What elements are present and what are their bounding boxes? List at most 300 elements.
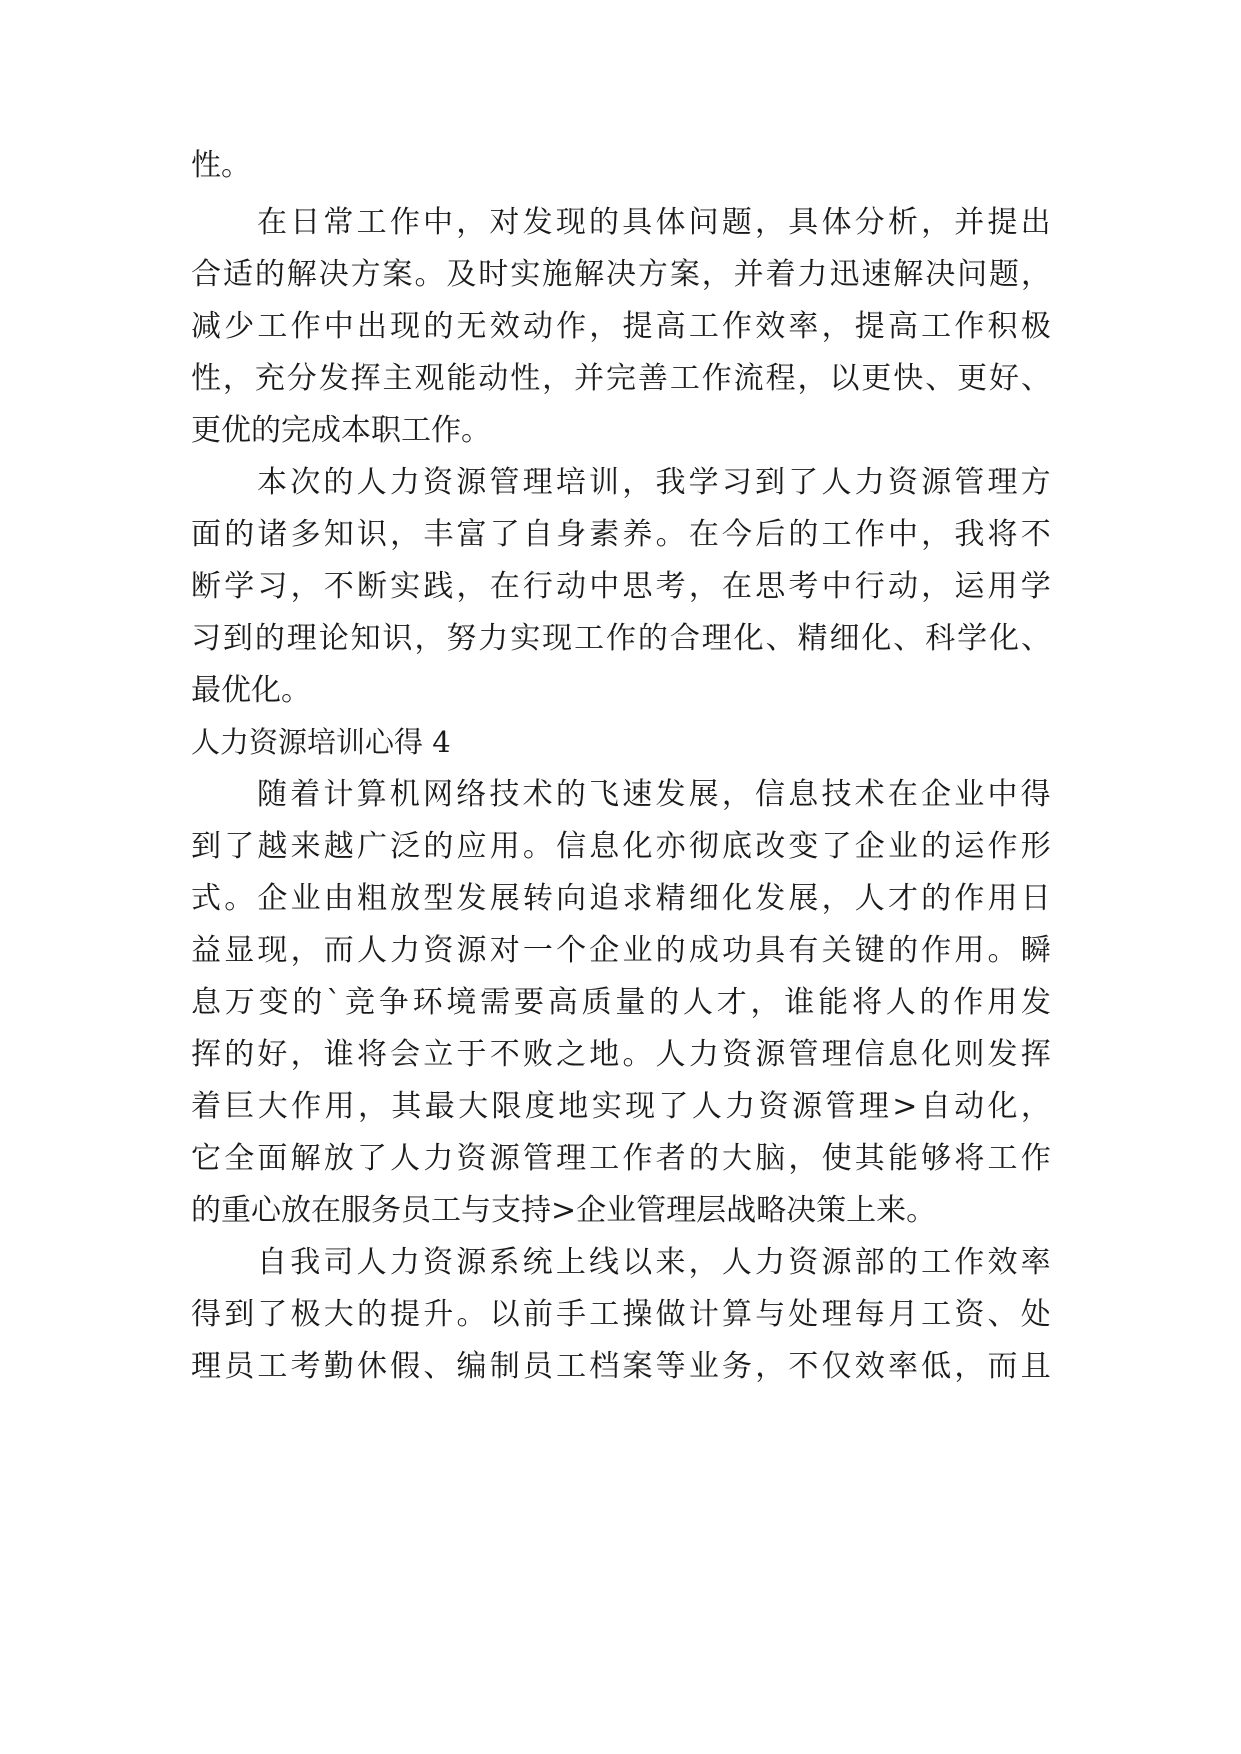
glyph: 部 — [854, 1245, 885, 1280]
glyph: 力 — [478, 621, 509, 656]
glyph: 档 — [589, 1349, 620, 1384]
glyph: 的 — [919, 985, 950, 1020]
glyph: 亦 — [655, 829, 686, 864]
glyph: 好 — [257, 1037, 288, 1072]
glyph: 才 — [716, 985, 747, 1020]
glyph: 仅 — [821, 1349, 852, 1384]
glyph: 息 — [589, 829, 620, 864]
glyph: ， — [222, 361, 253, 396]
glyph: 竞 — [344, 985, 375, 1020]
glyph: 挥 — [1020, 1037, 1051, 1072]
glyph: 术 — [522, 777, 553, 812]
glyph: 最 — [424, 1089, 455, 1124]
glyph: 理 — [556, 1141, 587, 1176]
glyph: 速 — [622, 777, 653, 812]
glyph: 线 — [589, 1245, 620, 1280]
glyph: 息 — [887, 1037, 918, 1072]
glyph: 更 — [957, 361, 988, 396]
glyph: 了 — [658, 1089, 689, 1124]
glyph: 了 — [489, 517, 520, 552]
paragraph-line — [191, 1243, 1051, 1283]
glyph: 型 — [423, 881, 454, 916]
glyph: 个 — [556, 933, 587, 968]
glyph: 业 — [688, 1349, 719, 1384]
glyph: 知 — [323, 517, 354, 552]
glyph: 习 — [191, 621, 221, 656]
glyph: 中 — [589, 569, 620, 604]
glyph: 今 — [722, 517, 752, 552]
glyph: 作 — [290, 309, 321, 344]
glyph: 充 — [254, 361, 285, 396]
paragraph-line — [191, 1295, 1051, 1335]
glyph: 了 — [356, 1141, 387, 1176]
glyph: 理 — [987, 465, 1018, 500]
glyph: 在 — [489, 569, 520, 604]
glyph: 的 — [887, 1245, 918, 1280]
glyph: 以 — [622, 1245, 653, 1280]
glyph: 着 — [290, 777, 321, 812]
glyph: 高 — [547, 985, 578, 1020]
glyph: 用 — [324, 1089, 355, 1124]
glyph: 现 — [257, 933, 288, 968]
glyph: 现 — [555, 205, 586, 240]
glyph: 人 — [356, 933, 387, 968]
glyph: ， — [721, 777, 752, 812]
paragraph-line — [191, 619, 1051, 659]
glyph: 。 — [622, 1037, 653, 1072]
glyph: 工 — [987, 1141, 1018, 1176]
glyph: 化 — [921, 1037, 952, 1072]
glyph: 科 — [925, 621, 956, 656]
glyph: 细 — [688, 881, 719, 916]
glyph: 极 — [290, 1297, 321, 1332]
glyph: 动 — [522, 309, 553, 344]
glyph: 统 — [522, 1245, 553, 1280]
glyph: 工 — [257, 309, 288, 344]
glyph: 化 — [987, 1089, 1018, 1124]
glyph: 提 — [987, 205, 1018, 240]
glyph: 化 — [733, 621, 764, 656]
glyph: 理 — [821, 1037, 852, 1072]
glyph: 升 — [423, 1297, 454, 1332]
paragraph-line: 最优化。 — [191, 673, 311, 708]
glyph: 度 — [524, 1089, 555, 1124]
glyph: 司 — [323, 1245, 354, 1280]
glyph: 运 — [954, 829, 985, 864]
glyph: 断 — [356, 569, 387, 604]
glyph: 谁 — [323, 1037, 354, 1072]
glyph: 实 — [510, 621, 541, 656]
glyph: 速 — [861, 257, 892, 292]
paragraph-line — [191, 255, 1051, 295]
glyph: 技 — [821, 777, 852, 812]
glyph: 作 — [954, 309, 985, 344]
glyph: 决 — [605, 257, 636, 292]
glyph: 越 — [257, 829, 288, 864]
glyph: 谁 — [784, 985, 815, 1020]
glyph: 努 — [446, 621, 477, 656]
glyph: 管 — [788, 1037, 819, 1072]
glyph: 现 — [625, 1089, 656, 1124]
glyph: 企 — [589, 933, 620, 968]
glyph: 案 — [382, 257, 413, 292]
glyph: 考 — [290, 1349, 321, 1384]
paragraph-line — [191, 1035, 1051, 1075]
glyph: 化 — [622, 829, 653, 864]
glyph: 减 — [191, 309, 221, 344]
glyph: 的 — [423, 309, 454, 344]
glyph: ， — [456, 569, 487, 604]
glyph: 知 — [350, 621, 381, 656]
glyph: 自 — [920, 1089, 951, 1124]
glyph: 动 — [478, 361, 509, 396]
glyph: 作 — [953, 985, 984, 1020]
glyph: 运 — [954, 569, 985, 604]
glyph: 工 — [688, 309, 719, 344]
glyph: 后 — [755, 517, 786, 552]
glyph: 成 — [688, 933, 719, 968]
glyph: 万 — [224, 985, 255, 1020]
glyph: 发 — [655, 777, 686, 812]
glyph: 巨 — [224, 1089, 255, 1124]
glyph: 多 — [290, 517, 321, 552]
glyph: 企 — [854, 829, 885, 864]
glyph: ， — [701, 257, 732, 292]
glyph: 迅 — [829, 257, 860, 292]
glyph: 勤 — [323, 1349, 354, 1384]
glyph: 的 — [323, 465, 354, 500]
glyph: 信 — [755, 777, 786, 812]
glyph: 率 — [1020, 1245, 1051, 1280]
glyph: 力 — [688, 1037, 719, 1072]
glyph: 并 — [733, 257, 764, 292]
glyph: 具 — [622, 205, 653, 240]
glyph: 业 — [954, 777, 985, 812]
glyph: 力 — [389, 1245, 420, 1280]
glyph: 思 — [755, 569, 786, 604]
glyph: 富 — [456, 517, 487, 552]
glyph: 体 — [655, 205, 686, 240]
glyph: 的 — [637, 621, 668, 656]
glyph: 作 — [1020, 1141, 1051, 1176]
glyph: 能 — [887, 1141, 918, 1176]
glyph: 显 — [224, 933, 255, 968]
glyph: 系 — [489, 1245, 520, 1280]
glyph: 人 — [885, 985, 916, 1020]
glyph: 不 — [1020, 517, 1051, 552]
glyph: 学 — [224, 569, 255, 604]
glyph: 实 — [591, 1089, 622, 1124]
glyph: 实 — [390, 569, 421, 604]
glyph: 作 — [921, 933, 952, 968]
glyph: ， — [542, 361, 573, 396]
glyph: 员 — [224, 1349, 255, 1384]
paragraph-line: 更优的完成本职工作。 — [191, 413, 491, 448]
paragraph-line — [191, 463, 1051, 503]
glyph: 了 — [224, 829, 255, 864]
glyph: 作 — [605, 621, 636, 656]
glyph: 问 — [957, 257, 988, 292]
glyph: 能 — [818, 985, 849, 1020]
glyph: 络 — [456, 777, 487, 812]
paragraph-line — [191, 827, 1051, 867]
glyph: 够 — [921, 1141, 952, 1176]
glyph: 资 — [456, 1141, 487, 1176]
glyph: 极 — [1020, 309, 1051, 344]
glyph: 到 — [224, 1297, 255, 1332]
glyph: 发 — [456, 881, 487, 916]
glyph: 。 — [414, 257, 445, 292]
glyph: 底 — [722, 829, 752, 864]
glyph: 用 — [489, 829, 520, 864]
glyph: 理 — [286, 621, 317, 656]
glyph: 及 — [446, 257, 477, 292]
glyph: 将 — [987, 517, 1018, 552]
glyph: 源 — [921, 465, 952, 500]
glyph: 适 — [222, 257, 253, 292]
glyph: 精 — [797, 621, 828, 656]
glyph: 式 — [191, 881, 221, 916]
glyph: 日 — [1020, 881, 1051, 916]
glyph: 休 — [356, 1349, 387, 1384]
glyph: 中 — [821, 569, 852, 604]
glyph: 实 — [510, 257, 541, 292]
glyph: 转 — [522, 881, 553, 916]
glyph: 做 — [655, 1297, 686, 1332]
glyph: 编 — [456, 1349, 487, 1384]
glyph: 益 — [191, 933, 221, 968]
glyph: 以 — [489, 1297, 520, 1332]
glyph: 应 — [456, 829, 487, 864]
glyph: 断 — [191, 569, 221, 604]
glyph: 技 — [489, 777, 520, 812]
glyph: 提 — [390, 1297, 421, 1332]
glyph: 效 — [987, 1245, 1018, 1280]
glyph: 键 — [854, 933, 885, 968]
section-heading: 人力资源培训心得 4 — [191, 725, 451, 759]
glyph: 、 — [893, 621, 924, 656]
glyph: 广 — [356, 829, 387, 864]
glyph: ， — [954, 1349, 985, 1384]
glyph: 的 — [589, 205, 620, 240]
glyph: 考 — [655, 569, 686, 604]
glyph: ， — [921, 517, 952, 552]
glyph: ， — [290, 1037, 321, 1072]
glyph: 展 — [788, 881, 819, 916]
glyph: 中 — [987, 777, 1018, 812]
glyph: 大 — [722, 1141, 752, 1176]
glyph: 学 — [957, 621, 988, 656]
glyph: 性 — [510, 361, 541, 396]
glyph: 力 — [389, 465, 420, 500]
glyph: 它 — [191, 1141, 221, 1176]
glyph: 、 — [987, 1297, 1018, 1332]
glyph: 力 — [854, 465, 885, 500]
glyph: 善 — [637, 361, 668, 396]
glyph: 粗 — [356, 881, 387, 916]
glyph: 的 — [423, 829, 454, 864]
glyph: 业 — [887, 829, 918, 864]
glyph: 工 — [589, 1141, 620, 1176]
glyph: 全 — [224, 1141, 255, 1176]
glyph: 的 — [254, 621, 285, 656]
glyph: 于 — [456, 1037, 487, 1072]
glyph: 假 — [390, 1349, 421, 1384]
paragraph-line — [191, 307, 1051, 347]
glyph: 资 — [788, 1245, 819, 1280]
glyph: 了 — [257, 1297, 288, 1332]
paragraph-line — [191, 359, 1051, 399]
glyph: 变 — [258, 985, 289, 1020]
glyph: 作 — [954, 1245, 985, 1280]
glyph: 发 — [987, 1037, 1018, 1072]
glyph: 且 — [1020, 1349, 1051, 1384]
glyph: 训 — [589, 465, 620, 500]
glyph: 环 — [412, 985, 443, 1020]
glyph: 管 — [522, 1141, 553, 1176]
glyph: 人 — [682, 985, 713, 1020]
glyph: ， — [797, 361, 828, 396]
glyph: 信 — [556, 829, 587, 864]
glyph: 自 — [522, 517, 553, 552]
glyph: 发 — [522, 205, 553, 240]
glyph: 合 — [669, 621, 700, 656]
glyph: 机 — [389, 777, 420, 812]
glyph: ` — [326, 985, 342, 1020]
glyph: 要 — [513, 985, 544, 1020]
glyph: ， — [589, 309, 620, 344]
glyph: 力 — [755, 1245, 786, 1280]
glyph: ， — [1020, 257, 1051, 292]
glyph: 分 — [286, 361, 317, 396]
glyph: 计 — [688, 1297, 719, 1332]
glyph: 现 — [542, 621, 573, 656]
glyph: 、 — [423, 1349, 454, 1384]
glyph: 飞 — [589, 777, 620, 812]
glyph: 一 — [522, 933, 553, 968]
paragraph-line — [191, 1139, 1051, 1179]
glyph: 行 — [522, 569, 553, 604]
glyph: 高 — [887, 309, 918, 344]
glyph: 业 — [622, 933, 653, 968]
glyph: 案 — [622, 1349, 653, 1384]
glyph: 并 — [574, 361, 605, 396]
glyph: 需 — [480, 985, 511, 1020]
glyph: 作 — [556, 309, 587, 344]
glyph: 、 — [765, 621, 796, 656]
glyph: 到 — [755, 465, 786, 500]
paragraph-line — [191, 1347, 1051, 1387]
glyph: 解 — [893, 257, 924, 292]
glyph: 算 — [722, 1297, 752, 1332]
glyph: 作 — [954, 881, 985, 916]
glyph: 析 — [887, 205, 918, 240]
glyph: 作 — [722, 309, 752, 344]
glyph: 用 — [987, 881, 1018, 916]
glyph: 越 — [323, 829, 354, 864]
glyph: 由 — [323, 881, 354, 916]
glyph: 我 — [655, 465, 686, 500]
glyph: 在 — [887, 777, 918, 812]
glyph: 合 — [191, 257, 221, 292]
glyph: 我 — [290, 1245, 321, 1280]
glyph: 体 — [821, 205, 852, 240]
glyph: 之 — [556, 1037, 587, 1072]
glyph: 效 — [489, 309, 520, 344]
glyph: 其 — [854, 1141, 885, 1176]
glyph: 会 — [390, 1037, 421, 1072]
glyph: ， — [456, 205, 487, 240]
glyph: 量 — [615, 985, 646, 1020]
glyph: ， — [290, 933, 321, 968]
paragraph-line — [191, 515, 1051, 555]
glyph: 地 — [589, 1037, 620, 1072]
glyph: 人 — [655, 1037, 686, 1072]
glyph: 地 — [558, 1089, 589, 1124]
glyph: 工 — [921, 1245, 952, 1280]
glyph: 作 — [389, 205, 420, 240]
glyph: 高 — [655, 309, 686, 344]
glyph: 学 — [688, 465, 719, 500]
glyph: 上 — [555, 1245, 586, 1280]
glyph: 人 — [721, 1245, 752, 1280]
glyph: 发 — [755, 881, 786, 916]
glyph: 资 — [423, 1245, 454, 1280]
glyph: 人 — [356, 1245, 387, 1280]
glyph: ， — [821, 309, 852, 344]
glyph: 识 — [356, 517, 387, 552]
glyph: 作 — [854, 517, 885, 552]
glyph: 用 — [987, 985, 1018, 1020]
glyph: 处 — [788, 1297, 819, 1332]
glyph: 低 — [921, 1349, 952, 1384]
glyph: ， — [390, 517, 421, 552]
glyph: 题 — [721, 205, 752, 240]
glyph: 考 — [788, 569, 819, 604]
glyph: 。 — [987, 933, 1018, 968]
glyph: 诸 — [257, 517, 288, 552]
glyph: 月 — [887, 1297, 918, 1332]
glyph: 工 — [921, 1297, 952, 1332]
glyph: 发 — [318, 361, 349, 396]
glyph: 论 — [318, 621, 349, 656]
glyph: 工 — [574, 621, 605, 656]
glyph: 境 — [446, 985, 477, 1020]
paragraph-line — [191, 931, 1051, 971]
glyph: 质 — [581, 985, 612, 1020]
glyph: 来 — [655, 1245, 686, 1280]
glyph: 求 — [622, 881, 653, 916]
glyph: 方 — [350, 257, 381, 292]
glyph: 身 — [556, 517, 587, 552]
glyph: 习 — [721, 465, 752, 500]
glyph: 管 — [489, 465, 520, 500]
glyph: 工 — [921, 309, 952, 344]
glyph: 的 — [224, 1037, 255, 1072]
glyph: ， — [755, 205, 786, 240]
glyph: 培 — [555, 465, 586, 500]
glyph: 作 — [291, 1089, 322, 1124]
glyph: 不 — [323, 569, 354, 604]
glyph: 展 — [489, 881, 520, 916]
glyph: 挥 — [191, 1037, 221, 1072]
glyph: 源 — [456, 933, 487, 968]
paragraph-line — [191, 567, 1051, 607]
paragraph-line — [191, 775, 1051, 815]
glyph: 理 — [821, 1297, 852, 1332]
glyph: 资 — [423, 465, 454, 500]
glyph: 到 — [222, 621, 253, 656]
